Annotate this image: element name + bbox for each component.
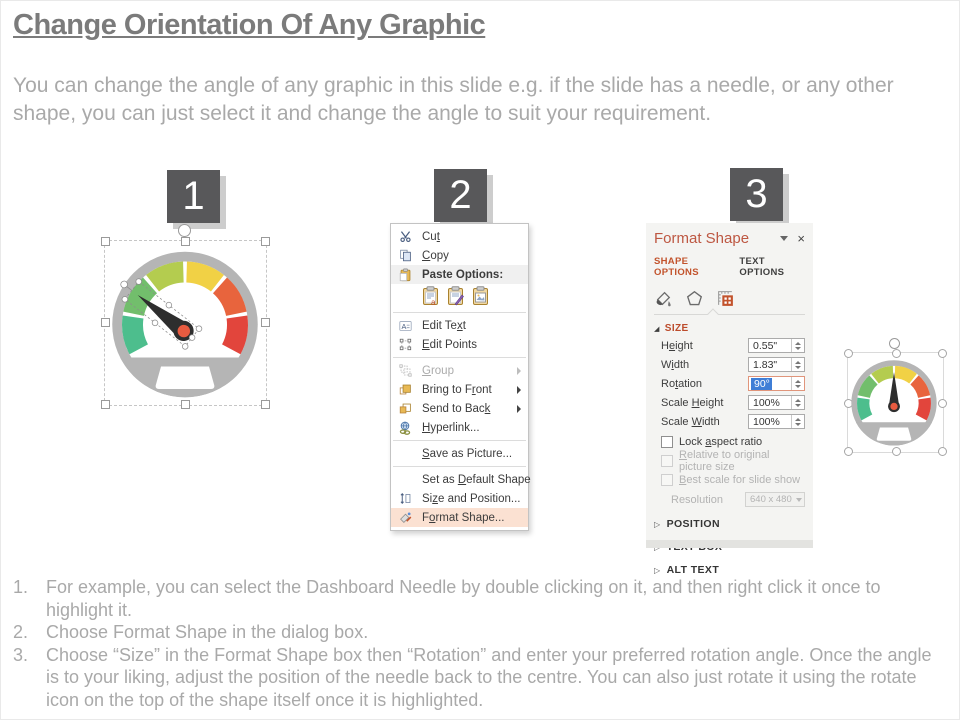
group-icon (397, 363, 413, 378)
field-label: Scale Width (661, 415, 720, 428)
spin-down-icon[interactable] (795, 404, 801, 407)
resolution-dropdown[interactable] (745, 492, 805, 507)
menu-label: Edit Text (422, 319, 466, 332)
spin-down-icon[interactable] (795, 347, 801, 350)
rotate-handle-icon[interactable] (889, 338, 900, 349)
menu-item-cut[interactable] (391, 227, 528, 246)
width-input[interactable] (748, 357, 805, 372)
instruction-list (13, 576, 933, 711)
spin-up-icon[interactable] (795, 380, 801, 383)
list-text: Choose Format Shape in the dialog box. (46, 622, 369, 642)
field-scale-height (654, 395, 805, 410)
list-item (13, 621, 933, 644)
menu-item-set-as-default-shape[interactable] (391, 470, 531, 489)
menu-item-send-to-back[interactable] (391, 399, 528, 418)
spin-down-icon[interactable] (795, 366, 801, 369)
submenu-arrow-icon (517, 386, 521, 394)
menu-item-size-and-position[interactable] (391, 489, 528, 508)
spin-up-icon[interactable] (795, 399, 801, 402)
rotated-gauge-graphic[interactable] (850, 358, 938, 446)
list-text: Choose “Size” in the Format Shape box then “Rotation” and enter your preferred rotation angle. Once the angle is to your liking, adjust the position of the needle back to the centre. You can also just rotate it using the rotate icon on the top of the shape itself once it is highlighted. (46, 644, 932, 710)
checkbox-label: Best scale for slide show (679, 473, 801, 486)
resize-handle[interactable] (938, 399, 947, 408)
menu-label: Size and Position... (422, 492, 521, 505)
section-label: ALT TEXT (666, 564, 720, 576)
menu-label: Paste Options: (422, 268, 504, 281)
paste-options-row (391, 284, 528, 309)
scale-height-input[interactable] (748, 395, 805, 410)
menu-label: Hyperlink... (422, 421, 480, 434)
gauge-svg (850, 358, 938, 446)
pane-header (654, 230, 805, 247)
active-tool-notch (707, 308, 718, 319)
svg-text:a: a (431, 298, 436, 307)
pane-bottom-edge (646, 540, 813, 548)
copy-icon (397, 248, 413, 263)
rotation-input[interactable] (748, 376, 805, 391)
menu-item-group[interactable] (391, 361, 528, 380)
menu-label: Send to Back (422, 402, 491, 415)
rotate-handle-icon[interactable] (178, 224, 191, 237)
field-value: 1.83" (753, 359, 778, 371)
no-icon (397, 472, 413, 487)
collapsed-triangle-icon: ▷ (654, 519, 661, 529)
section-position[interactable] (654, 518, 805, 530)
spin-up-icon[interactable] (795, 361, 801, 364)
dashboard-gauge-graphic[interactable] (110, 248, 260, 398)
menu-label: Set as Default Shape (422, 473, 531, 486)
section-size[interactable] (654, 323, 805, 334)
checkbox-label: Lock aspect ratio (679, 435, 763, 448)
send-to-back-icon (397, 401, 413, 416)
resize-handle[interactable] (261, 237, 270, 246)
checkbox-icon (661, 455, 673, 467)
menu-separator (393, 440, 526, 441)
menu-label: Cut (422, 230, 440, 243)
menu-item-edit-points[interactable] (391, 335, 528, 354)
field-label: Width (661, 358, 690, 371)
submenu-arrow-icon (517, 367, 521, 375)
fill-line-icon[interactable] (654, 289, 673, 308)
section-alt-text[interactable] (654, 564, 805, 576)
size-properties-icon[interactable] (716, 289, 735, 308)
menu-item-hyperlink[interactable] (391, 418, 528, 437)
section-label: POSITION (666, 518, 720, 530)
resize-handle[interactable] (261, 400, 270, 409)
resize-handle[interactable] (181, 400, 190, 409)
paste-picture-icon[interactable] (472, 286, 491, 307)
resize-handle[interactable] (101, 400, 110, 409)
menu-item-save-as-picture[interactable] (391, 444, 528, 463)
dropdown-value: 640 x 480 (750, 494, 792, 505)
close-icon[interactable]: × (797, 231, 805, 246)
checkbox-lock-aspect-ratio[interactable] (654, 435, 805, 448)
menu-label: Bring to Front (422, 383, 492, 396)
field-label: Resolution (671, 493, 723, 506)
format-shape-pane (646, 223, 813, 576)
field-scale-width (654, 414, 805, 429)
list-item (13, 644, 933, 712)
spinner[interactable] (791, 396, 804, 409)
no-icon (397, 446, 413, 461)
menu-label: Edit Points (422, 338, 477, 351)
pane-tabs (654, 256, 805, 278)
list-text: For example, you can select the Dashboard Needle by double clicking on it, and then right click it once to highlight it. (46, 577, 881, 620)
scissors-icon (397, 229, 413, 244)
menu-separator (393, 466, 526, 467)
spinner[interactable] (791, 377, 804, 390)
spin-up-icon[interactable] (795, 342, 801, 345)
menu-label: Group (422, 364, 454, 377)
resize-handle[interactable] (181, 237, 190, 246)
intro-paragraph: You can change the angle of any graphic in this slide e.g. if the slide has a needle, or any other shape, you can just select it and change the angle to suit your requirement. (13, 74, 894, 125)
resize-handle[interactable] (892, 447, 901, 456)
spin-up-icon[interactable] (795, 418, 801, 421)
pane-tool-row (654, 286, 805, 308)
spin-down-icon[interactable] (795, 385, 801, 388)
checkbox-icon (661, 474, 673, 486)
collapsed-triangle-icon: ▷ (654, 565, 661, 575)
menu-item-bring-to-front[interactable] (391, 380, 528, 399)
list-item (13, 576, 933, 621)
resize-handle[interactable] (261, 318, 270, 327)
menu-item-copy[interactable] (391, 246, 528, 265)
spin-down-icon[interactable] (795, 423, 801, 426)
expanded-triangle-icon: ◢ (654, 324, 660, 333)
resize-handle[interactable] (844, 349, 853, 358)
field-value: 100% (753, 397, 780, 409)
resize-handle[interactable] (938, 447, 947, 456)
field-label: Rotation (661, 377, 702, 390)
hyperlink-icon (397, 420, 413, 435)
svg-text:A: A (400, 321, 406, 331)
menu-separator (393, 357, 526, 358)
menu-label: Copy (422, 249, 449, 262)
field-label: Scale Height (661, 396, 724, 409)
step-badge-3 (730, 168, 783, 221)
scale-width-input[interactable] (748, 414, 805, 429)
edit-points-icon (397, 337, 413, 352)
menu-label: Save as Picture... (422, 447, 513, 460)
field-label: Height (661, 339, 693, 352)
edit-text-icon (397, 318, 413, 333)
field-value: 0.55" (753, 340, 778, 352)
menu-item-paste-options[interactable] (391, 265, 528, 284)
pane-title: Format Shape (654, 230, 750, 247)
resize-handle[interactable] (101, 318, 110, 327)
step-number: 3 (745, 172, 768, 216)
list-marker: 2. (13, 622, 29, 642)
checkbox-best-scale[interactable] (654, 473, 805, 486)
checkbox-label: Relative to original picture size (679, 448, 770, 473)
checkbox-icon[interactable] (661, 436, 673, 448)
field-height (654, 338, 805, 353)
tab-text-options[interactable]: TEXT OPTIONS (739, 256, 785, 278)
page-title: Change Orientation Of Any Graphic (13, 9, 486, 41)
context-menu (390, 223, 529, 531)
menu-label: Format Shape... (422, 511, 505, 524)
pane-divider (654, 314, 805, 315)
step-number: 1 (182, 174, 205, 218)
resize-handle[interactable] (844, 447, 853, 456)
submenu-arrow-icon (517, 405, 521, 413)
pane-menu-caret-icon[interactable] (780, 236, 788, 241)
menu-item-edit-text[interactable] (391, 316, 528, 335)
checkbox-relative-to-original[interactable] (654, 448, 805, 473)
list-marker: 1. (13, 577, 29, 597)
effects-icon[interactable] (685, 289, 704, 308)
step-badge-2 (434, 169, 487, 222)
field-value: 100% (753, 416, 780, 428)
menu-separator (393, 312, 526, 313)
paste-keep-source-formatting-icon[interactable] (422, 286, 441, 307)
gauge-svg (110, 248, 260, 398)
step-badge-1 (167, 170, 220, 223)
step-number: 2 (449, 173, 472, 217)
bring-to-front-icon (397, 382, 413, 397)
size-position-icon (397, 491, 413, 506)
section-label: SIZE (664, 323, 689, 334)
tab-shape-options[interactable]: SHAPE OPTIONS (654, 256, 699, 278)
field-width (654, 357, 805, 372)
spinner[interactable] (791, 358, 804, 371)
resize-handle[interactable] (892, 349, 901, 358)
paste-merge-formatting-icon[interactable] (447, 286, 466, 307)
list-marker: 3. (13, 644, 29, 665)
resize-handle[interactable] (101, 237, 110, 246)
clipboard-icon (397, 267, 413, 282)
format-shape-icon (397, 510, 413, 525)
field-rotation (654, 376, 805, 391)
field-value-selected: 90° (751, 378, 772, 390)
menu-item-format-shape[interactable] (391, 508, 528, 527)
spinner[interactable] (791, 415, 804, 428)
resize-handle[interactable] (938, 349, 947, 358)
spinner[interactable] (791, 339, 804, 352)
height-input[interactable] (748, 338, 805, 353)
dropdown-caret-icon (793, 493, 804, 506)
field-resolution (654, 492, 805, 507)
